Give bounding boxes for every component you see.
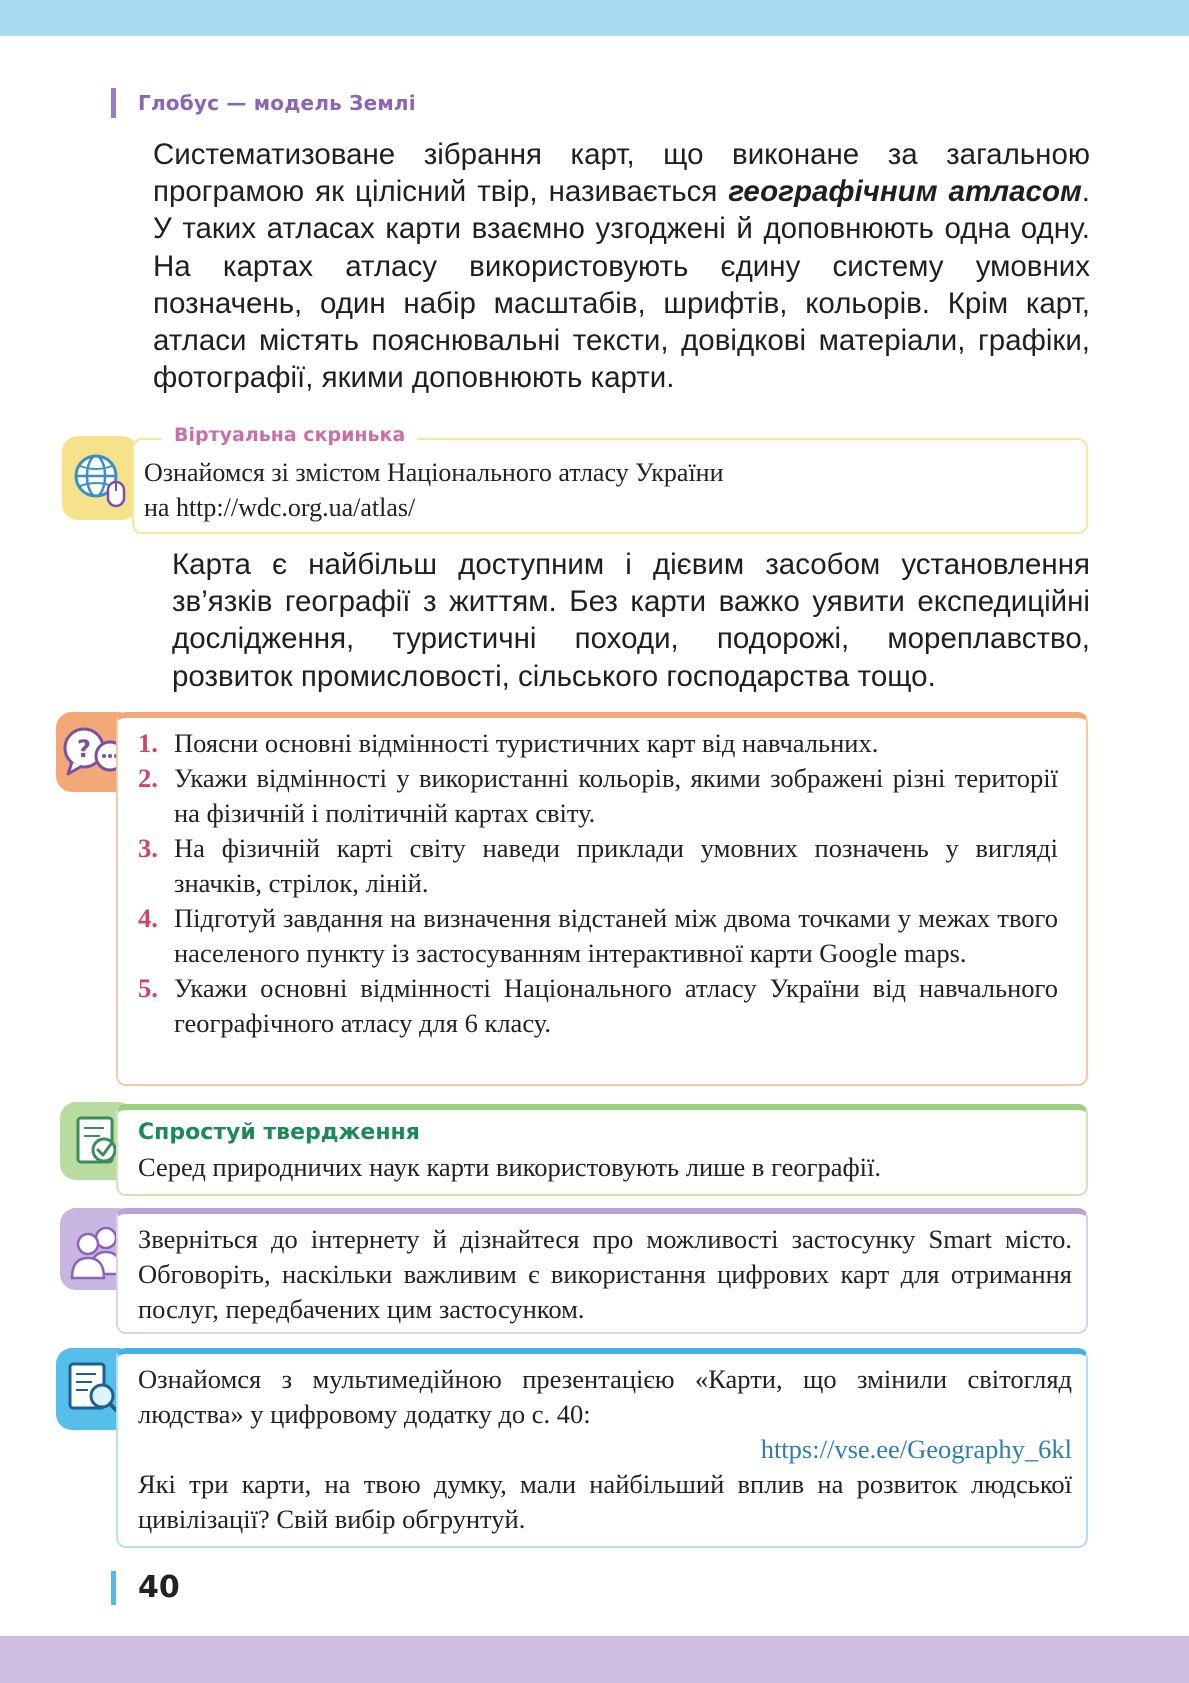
bottom-color-band — [0, 1636, 1189, 1683]
running-title: Глобус — модель Землі — [138, 91, 416, 115]
paragraph-map-role — [118, 546, 1090, 695]
group-task-text: Зверніться до інтернету й дізнайтеся про можливості застосунку Smart місто. Обговоріть, наскільки важливим є використання цифрових карт для отримання послуг, передбачених цим застосунком. — [138, 1224, 1072, 1324]
page-number-accent-bar — [111, 1571, 116, 1605]
question-text: Укажи основні відмінності Національного атласу України від навчального географічного атласу для 6 класу. — [174, 973, 1058, 1038]
question-item — [138, 831, 1058, 901]
question-number: 5. — [138, 973, 158, 1003]
question-item — [138, 761, 1058, 831]
question-text: Укажи відмінності у використанні кольорів, якими зображені різні території на фізичній і політичній картах світу. — [174, 763, 1058, 828]
term-geographic-atlas: географічним атласом — [728, 175, 1082, 209]
question-text: На фізичній карті світу наведи приклади умовних позначень у вигляді значків, стрілок, ліній. — [174, 833, 1058, 898]
globe-mouse-icon — [62, 436, 138, 520]
paragraph-atlas — [118, 136, 1090, 396]
refute-title: Спростуй твердження — [138, 1120, 420, 1145]
svg-text:?: ? — [77, 735, 91, 763]
question-number: 4. — [138, 903, 158, 933]
question-item — [138, 901, 1058, 971]
question-item — [138, 726, 1058, 761]
page-number-block — [111, 1570, 180, 1605]
paragraph-atlas-end: . У таких атласах карти взаємно узгоджені й доповнюють одна одну. На картах атласу використовують єдину систему умовних позначень, один набір масштабів, шрифтів, кольорів. Крім карт, атласи містять пояснювальні тексти, довідкові матеріали, графіки, фотографії, якими доповнюють карти. — [153, 175, 1090, 395]
question-text: Підготуй завдання на визначення відстаней між двома точками у межах твого населеного пункту із застосуванням інтерактивної карти Google maps. — [174, 903, 1058, 968]
header-accent-bar — [111, 88, 116, 118]
virtual-box-line-2: на http://wdc.org.ua/atlas/ — [144, 493, 416, 522]
media-box-question: Які три карти, на твою думку, мали найбільший вплив на розвиток людської цивілізації? Свій вибір обгрунтуй. — [138, 1469, 1072, 1534]
paragraph-atlas-start: Систематизоване зібрання карт, що виконане за загальною програмою як цілісний твір, називається — [153, 138, 1090, 209]
media-link[interactable]: https://vse.ee/Geography_6kl — [760, 1434, 1072, 1464]
paragraph-map-role-text: Карта є найбільш доступним і дієвим засобом установлення зв’язків географії з життям. Без карти важко уявити експедиційні дослідження, туристичні походи, подорожі, мореплавство, розвиток промисловості, сільського господарства тощо. — [172, 548, 1090, 693]
question-number: 1. — [138, 728, 158, 758]
page-number: 40 — [138, 1570, 180, 1605]
running-header — [111, 88, 416, 118]
media-box-intro: Ознайомся з мультимедійною презентацією «Карти, що змінили світогляд людства» у цифровому додатку до с. 40: — [138, 1364, 1072, 1429]
question-item — [138, 971, 1058, 1041]
virtual-box-title: Віртуальна скринька — [162, 424, 417, 446]
refute-text: Серед природничих наук карти використовують лише в географії. — [138, 1152, 881, 1182]
question-number: 2. — [138, 763, 158, 793]
top-color-band — [0, 0, 1189, 36]
question-text: Поясни основні відмінності туристичних карт від навчальних. — [174, 728, 879, 758]
questions-list — [138, 726, 1058, 1041]
virtual-box-line-1: Ознайомся зі змістом Національного атласу України — [144, 458, 724, 487]
question-number: 3. — [138, 833, 158, 863]
virtual-box-icon-tile — [62, 436, 138, 520]
media-box-text — [138, 1362, 1072, 1537]
virtual-box-text — [144, 455, 1074, 525]
